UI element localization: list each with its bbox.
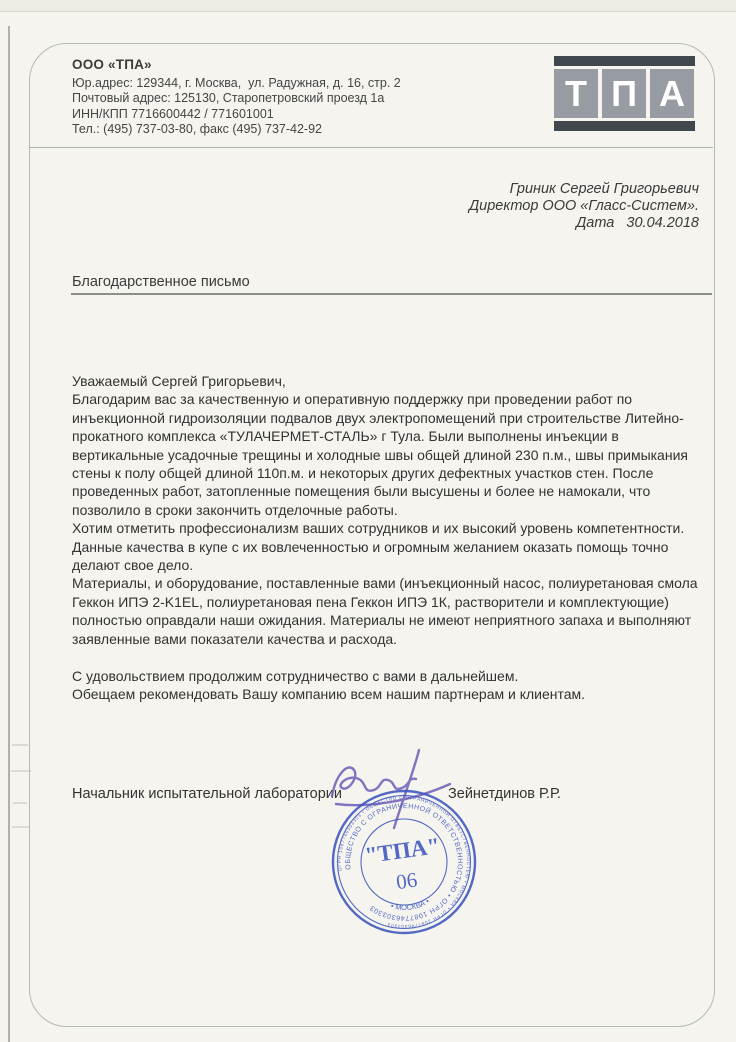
body-line: заявленные вами показатели качества и расхода.: [72, 630, 398, 647]
body-line: проведенных работ, затопленные помещения были высушены и более не намокали, что: [72, 483, 651, 500]
logo-letter-box: П: [602, 69, 646, 118]
body-line: инъекционной гидроизоляции подвалов двух электропомещений при строительстве Литейно-: [72, 409, 684, 426]
company-logo: [554, 56, 695, 131]
logo-letter-box: А: [650, 69, 694, 118]
recipient-block: [469, 181, 699, 231]
signatory-position: Начальник испытательной лаборатории: [72, 786, 342, 802]
body-line: стены к полу общей длиной 110п.м. и некоторых других дефектных участков стен. После: [72, 465, 654, 482]
letter-date: Дата 30.04.2018: [576, 214, 699, 231]
body-line: Обещаем рекомендовать Вашу компанию всем нашим партнерам и клиентам.: [72, 686, 586, 703]
body-line: Уважаемый Сергей Григорьевич,: [72, 373, 286, 389]
stamp-center-number: 06: [394, 867, 419, 895]
body-line: Благодарим вас за качественную и оперативную поддержку при проведении работ по: [72, 391, 633, 408]
body-line: позволило в сроки закончить отделочные работы.: [72, 501, 398, 518]
scan-artifact: [11, 770, 31, 772]
letter-title: Благодарственное письмо: [72, 274, 250, 290]
scan-artifact: [13, 802, 27, 804]
body-line: С удовольствием продолжим сотрудничество с вами в дальнейшем.: [72, 668, 519, 684]
logo-letter-box: Т: [554, 69, 598, 118]
scan-left-edge: [8, 26, 10, 1042]
recipient-name: Гриник Сергей Григорьевич: [509, 181, 699, 197]
company-name: ООО «ТПА»: [72, 57, 152, 72]
body-line: Геккон ИПЭ 2-K1EL, полиуретановая пена Геккон ИПЭ 1К, растворители и комплектующие): [72, 593, 669, 610]
scan-artifact: [12, 826, 30, 828]
company-stamp: [315, 773, 493, 951]
signatory-name: Зейнетдинов Р.Р.: [448, 786, 561, 802]
body-line: Хотим отметить профессионализм ваших сотрудников и их высокий уровень компетентности.: [72, 520, 685, 537]
stamp-ring-outer-text: ОГРН 1087746303303 • ОБЩЕСТВО С ОГРАНИЧЕННОЙ ОТВЕТСТВЕННОСТЬЮ • МОСКВА • ОГРН 1087746303303: [336, 794, 472, 930]
body-line: делают свое дело.: [72, 557, 194, 574]
stamp-center-name: "ТПА": [363, 832, 442, 869]
title-underline: [71, 293, 712, 295]
legal-address: Юр.адрес: 129344, г. Москва, ул. Радужная, д. 16, стр. 2: [72, 76, 401, 90]
logo-bottom-bar: [554, 121, 695, 131]
letter-body: [72, 372, 698, 648]
logo-top-bar: [554, 56, 695, 66]
body-line: полностью оправдали наши ожидания. Материалы не имеют неприятного запаха и выполняют: [72, 612, 692, 629]
stamp-city-text: • МОСКВА •: [389, 896, 431, 913]
recipient-position: Директор ООО «Гласс-Систем».: [468, 197, 699, 214]
header-divider-line: [30, 147, 713, 148]
body-line: Материалы, и оборудование, поставленные вами (инъекционный насос, полиуретановая смола: [72, 575, 698, 592]
postal-address: Почтовый адрес: 125130, Старопетровский проезд 1а: [72, 91, 385, 106]
inn-kpp: ИНН/КПП 7716600442 / 771601001: [72, 106, 274, 121]
letter-closing: [72, 667, 585, 704]
company-requisites: [72, 57, 401, 137]
scan-top-edge: [0, 0, 736, 12]
phone-fax: Тел.: (495) 737-03-80, факс (495) 737-42-92: [72, 121, 322, 136]
body-line: Данные качества в купе с их вовлеченностью и огромным желанием оказать помощь точно: [72, 538, 669, 555]
body-line: прокатного комплекса «ТУЛАЧЕРМЕТ-СТАЛЬ» г Тула. Были выполнены инъекции в: [72, 428, 619, 445]
scan-artifact: [12, 744, 28, 746]
stamp-ring-main-text: ОБЩЕСТВО С ОГРАНИЧЕННОЙ ОТВЕТСТВЕННОСТЬЮ • ОГРН 1087746303303: [344, 802, 464, 922]
body-line: вертикальные усадочные трещины и холодные швы общей длиной 230 п.м., швы примыкания: [72, 446, 688, 463]
